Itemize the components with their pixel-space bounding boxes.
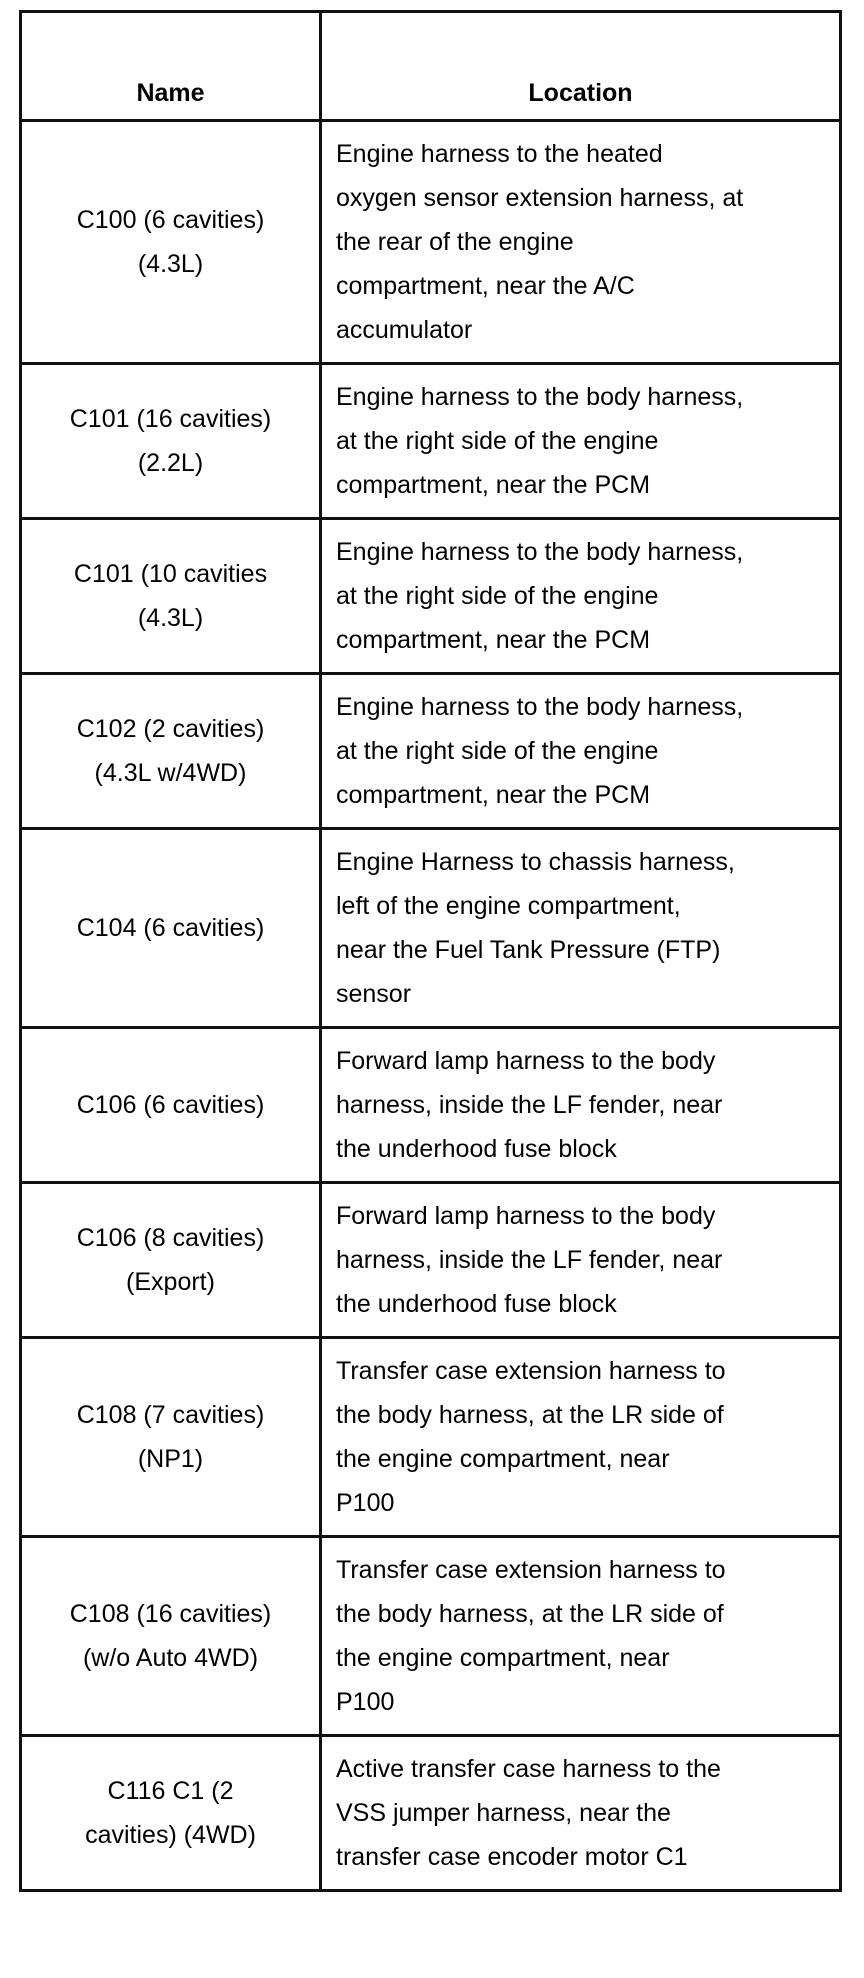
connector-name-line: cavities) (4WD) <box>85 1821 256 1849</box>
connector-name-line: C101 (16 cavities) <box>69 405 272 433</box>
location-line: P100 <box>336 1688 395 1716</box>
connector-name-cell <box>21 1338 321 1537</box>
location-line: at the right side of the engine <box>336 737 659 765</box>
connector-location-cell <box>321 1736 841 1891</box>
connector-name-line: C106 (8 cavities) <box>76 1224 265 1252</box>
table-row <box>21 1028 841 1183</box>
location-line: compartment, near the PCM <box>336 781 651 809</box>
location-line: compartment, near the A/C <box>336 272 635 300</box>
location-line: Transfer case extension harness to <box>336 1556 726 1584</box>
location-line: Engine harness to the body harness, <box>336 693 744 721</box>
location-line: sensor <box>336 980 412 1008</box>
connector-location-cell <box>321 1338 841 1537</box>
connector-name-cell <box>21 364 321 519</box>
connector-name-line: (4.3L) <box>137 604 204 632</box>
connector-location-table <box>19 10 842 1892</box>
connector-name-line: (NP1) <box>137 1445 204 1473</box>
location-line: Forward lamp harness to the body <box>336 1047 716 1075</box>
location-line: the rear of the engine <box>336 228 574 256</box>
location-line: compartment, near the PCM <box>336 626 651 654</box>
location-line: the engine compartment, near <box>336 1445 670 1473</box>
table-row <box>21 1537 841 1736</box>
location-line: Forward lamp harness to the body <box>336 1202 716 1230</box>
connector-name-line: C102 (2 cavities) <box>76 715 265 743</box>
location-line: the body harness, at the LR side of <box>336 1401 724 1429</box>
connector-name-line: C104 (6 cavities) <box>76 914 265 942</box>
location-line: harness, inside the LF fender, near <box>336 1091 723 1119</box>
table-row <box>21 1736 841 1891</box>
connector-name-line: C108 (7 cavities) <box>76 1401 265 1429</box>
header-row <box>21 12 841 121</box>
connector-location-cell <box>321 674 841 829</box>
location-line: VSS jumper harness, near the <box>336 1799 671 1827</box>
table-row <box>21 519 841 674</box>
connector-location-cell <box>321 1537 841 1736</box>
location-column-header: Location <box>321 12 841 121</box>
location-line: harness, inside the LF fender, near <box>336 1246 723 1274</box>
location-line: accumulator <box>336 316 473 344</box>
connector-name-cell <box>21 519 321 674</box>
location-line: at the right side of the engine <box>336 427 659 455</box>
connector-name-line: (2.2L) <box>137 449 204 477</box>
connector-name-line: C106 (6 cavities) <box>76 1091 265 1119</box>
connector-name-line: (4.3L w/4WD) <box>94 759 247 787</box>
connector-name-line: C100 (6 cavities) <box>76 206 265 234</box>
location-line: Engine Harness to chassis harness, <box>336 848 735 876</box>
table-row <box>21 674 841 829</box>
location-line: Transfer case extension harness to <box>336 1357 726 1385</box>
connector-location-cell <box>321 1183 841 1338</box>
location-line: the underhood fuse block <box>336 1290 617 1318</box>
connector-name-line: (Export) <box>126 1268 215 1296</box>
location-line: left of the engine compartment, <box>336 892 681 920</box>
connector-name-cell <box>21 1736 321 1891</box>
table-row <box>21 121 841 364</box>
name-column-header: Name <box>21 12 321 121</box>
table-row <box>21 829 841 1028</box>
connector-name-cell <box>21 1028 321 1183</box>
location-line: the engine compartment, near <box>336 1644 670 1672</box>
connector-location-cell <box>321 364 841 519</box>
location-line: the body harness, at the LR side of <box>336 1600 724 1628</box>
connector-name-line: C108 (16 cavities) <box>69 1600 272 1628</box>
location-line: near the Fuel Tank Pressure (FTP) <box>336 936 721 964</box>
connector-location-cell <box>321 121 841 364</box>
location-line: at the right side of the engine <box>336 582 659 610</box>
table-row <box>21 364 841 519</box>
connector-name-line: C116 C1 (2 <box>107 1777 234 1805</box>
connector-location-cell <box>321 519 841 674</box>
location-line: P100 <box>336 1489 395 1517</box>
location-line: Engine harness to the body harness, <box>336 538 744 566</box>
location-line: the underhood fuse block <box>336 1135 617 1163</box>
location-line: Engine harness to the body harness, <box>336 383 744 411</box>
connector-name-cell <box>21 829 321 1028</box>
connector-name-cell <box>21 674 321 829</box>
connector-location-cell <box>321 1028 841 1183</box>
connector-name-line: C101 (10 cavities <box>73 560 268 588</box>
table-row <box>21 1338 841 1537</box>
connector-name-cell <box>21 121 321 364</box>
connector-name-cell <box>21 1183 321 1338</box>
location-line: Active transfer case harness to the <box>336 1755 721 1783</box>
connector-name-cell <box>21 1537 321 1736</box>
connector-name-line: (4.3L) <box>137 250 204 278</box>
location-line: Engine harness to the heated <box>336 140 663 168</box>
connector-location-cell <box>321 829 841 1028</box>
location-line: oxygen sensor extension harness, at <box>336 184 744 212</box>
location-line: transfer case encoder motor C1 <box>336 1843 688 1871</box>
location-line: compartment, near the PCM <box>336 471 651 499</box>
connector-name-line: (w/o Auto 4WD) <box>82 1644 259 1672</box>
connector-table-container <box>19 10 839 1892</box>
table-row <box>21 1183 841 1338</box>
